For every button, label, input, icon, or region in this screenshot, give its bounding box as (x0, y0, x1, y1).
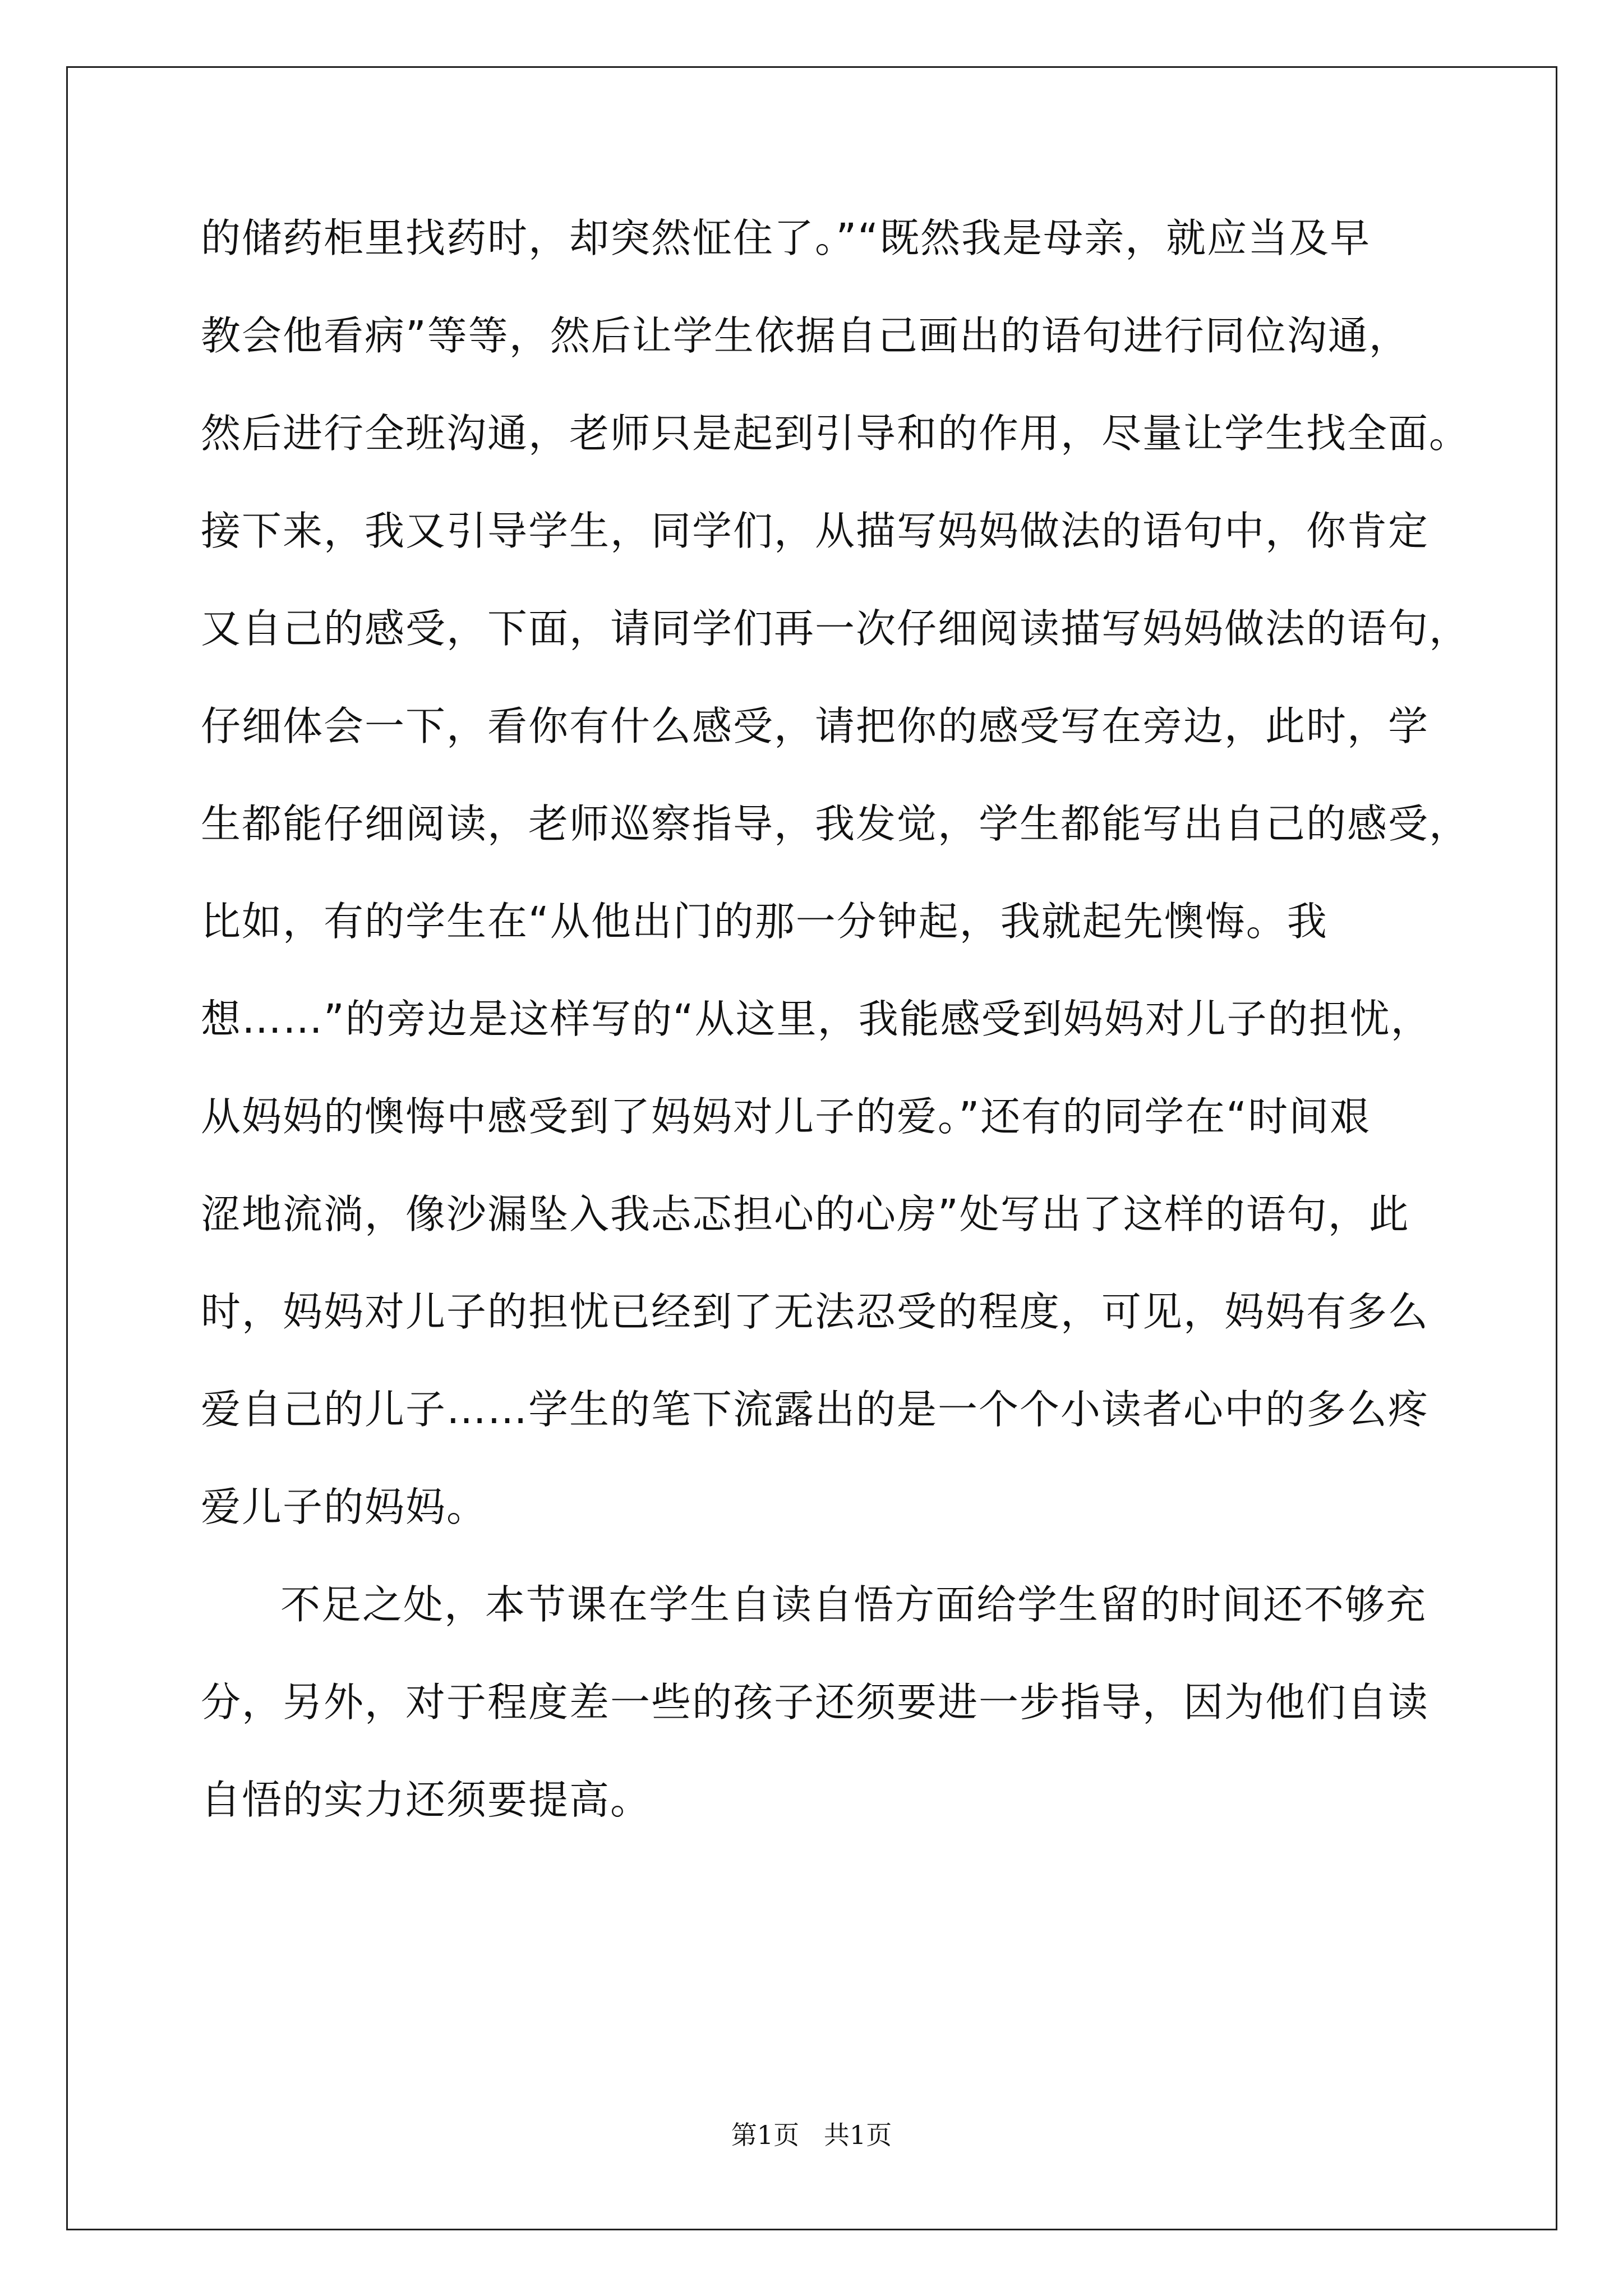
paragraph-start-line: 不足之处，本节课在学生自读自悟方面给学生留的时间还不够充 (280, 1581, 1427, 1628)
text-line: 分，另外，对于程度差一些的孩子还须要进一步指导，因为他们自读 (201, 1679, 1430, 1726)
text-line: 爱自己的儿子……学生的笔下流露出的是一个个小读者心中的多么疼 (201, 1386, 1430, 1433)
text-line: 生都能仔细阅读，老师巡察指导，我发觉，学生都能写出自己的感受， (201, 800, 1470, 847)
text-line: 想……”的旁边是这样写的“从这里，我能感受到妈妈对儿子的担忧， (201, 996, 1432, 1042)
text-line: 爱儿子的妈妈。 (201, 1484, 488, 1530)
text-line: 的储药柜里找药时，却突然怔住了。”“既然我是母亲，就应当及早 (201, 215, 1371, 261)
text-line: 自悟的实力还须要提高。 (201, 1777, 652, 1823)
text-line: 时，妈妈对儿子的担忧已经到了无法忍受的程度，可见，妈妈有多么 (201, 1289, 1430, 1335)
text-line: 涩地流淌，像沙漏坠入我忐忑担心的心房”处写出了这样的语句，此 (201, 1191, 1410, 1237)
text-line: 然后进行全班沟通，老师只是起到引导和的作用，尽量让学生找全面。 (201, 410, 1470, 457)
text-line: 教会他看病”等等，然后让学生依据自己画出的语句进行同位沟通， (201, 312, 1410, 359)
text-line: 接下来，我又引导学生，同学们，从描写妈妈做法的语句中，你肯定 (201, 508, 1430, 554)
page-footer: 第1页 共1页 (731, 2120, 892, 2150)
text-line: 又自己的感受，下面，请同学们再一次仔细阅读描写妈妈做法的语句， (201, 605, 1470, 652)
text-line: 仔细体会一下，看你有什么感受，请把你的感受写在旁边，此时，学 (201, 703, 1430, 749)
document-body (201, 213, 1470, 1872)
text-line: 从妈妈的懊悔中感受到了妈妈对儿子的爱。”还有的同学在“时间艰 (201, 1093, 1371, 1140)
text-line: 比如，有的学生在“从他出门的那一分钟起，我就起先懊悔。我 (201, 898, 1328, 945)
